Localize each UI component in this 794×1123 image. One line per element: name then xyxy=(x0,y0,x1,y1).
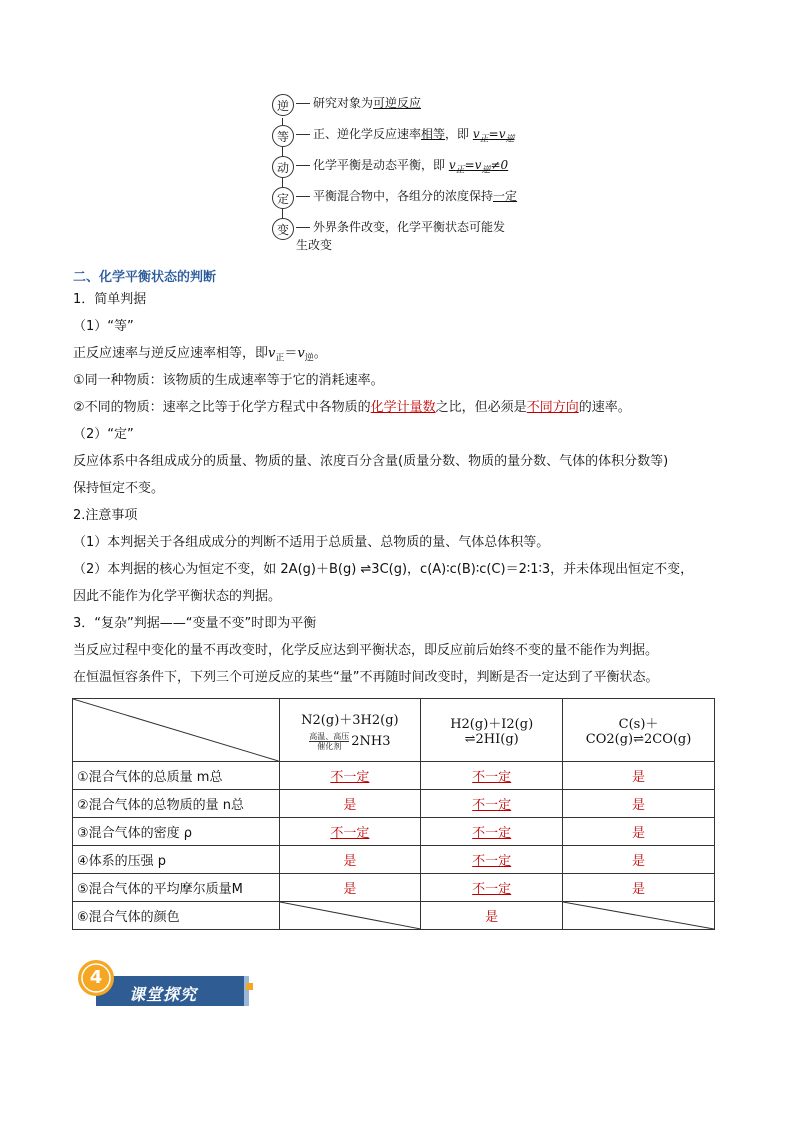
header-reaction-co: C(s)＋CO2(g)⇌2CO(g) xyxy=(563,699,715,762)
paragraph-fixed-1: 反应体系中各组成成分的质量、物质的量、浓度百分含量(质量分数、物质的量分数、气体的体积分数等) xyxy=(73,454,669,469)
paragraph-complex-2: 在恒温恒容条件下，下列三个可逆反应的某些“量”不再随时间改变时，判断是否一定达到了平衡状态。 xyxy=(73,670,659,685)
note-2a: （2）本判据的核心为恒定不变，如 2A(g)＋B(g) ⇌3C(g)，c(A)∶c(B)∶c(C)＝2∶1∶3，并未体现出恒定不变， xyxy=(73,562,694,577)
row-label: ②混合气体的总物质的量 n总 xyxy=(73,790,280,818)
char-row-equal xyxy=(272,125,526,151)
char-circle: 等 xyxy=(272,125,294,147)
sub-heading-fixed: （2）“定” xyxy=(73,427,134,442)
table-cell-crossed xyxy=(563,902,715,930)
paragraph-rates-equal: 正反应速率与逆反应速率相等，即$v_正=v_逆$。 xyxy=(73,346,327,364)
formula-v-equal: $v_正=v_逆$ xyxy=(472,127,515,145)
row-label: ③混合气体的密度 ρ xyxy=(73,818,280,846)
table-cell: 是 xyxy=(563,874,715,902)
char-text: 研究对象为可逆反应 xyxy=(313,96,422,110)
diagonal-header-cell xyxy=(73,699,280,762)
paragraph-fixed-2: 保持恒定不变。 xyxy=(73,481,165,496)
table-row xyxy=(73,818,715,846)
heading-simple-criteria: 1．简单判据 xyxy=(73,292,147,307)
row-label: ④体系的压强 p xyxy=(73,846,280,874)
header-reaction-ammonia: N2(g)＋3H2(g) 高温、高压 催化剂 2NH3 xyxy=(279,699,421,762)
table-row xyxy=(73,846,715,874)
table-cell: 不一定 xyxy=(279,762,421,790)
char-row-fixed xyxy=(272,187,526,213)
row-label: ⑥混合气体的颜色 xyxy=(73,902,280,930)
table-cell: 是 xyxy=(563,790,715,818)
section-badge-classroom-inquiry xyxy=(74,958,254,1012)
table-cell-crossed xyxy=(279,902,421,930)
table-cell: 是 xyxy=(563,846,715,874)
char-circle: 变 xyxy=(272,218,294,240)
char-text: 正、逆化学反应速率相等，即 xyxy=(313,127,473,141)
table-cell: 不一定 xyxy=(279,818,421,846)
item-same-substance: ①同一种物质：该物质的生成速率等于它的消耗速率。 xyxy=(73,373,384,388)
table-cell: 不一定 xyxy=(421,874,563,902)
badge-number: 4 xyxy=(89,967,103,988)
badge-label: 课堂探究 xyxy=(129,985,198,1004)
char-circle: 定 xyxy=(272,187,294,209)
char-text: 化学平衡是动态平衡，即 xyxy=(313,158,449,172)
row-label: ⑤混合气体的平均摩尔质量M xyxy=(73,874,280,902)
note-1: （1）本判据关于各组成成分的判断不适用于总质量、总物质的量、气体总体积等。 xyxy=(73,535,550,550)
heading-notes: 2.注意事项 xyxy=(73,508,138,523)
heading-complex-criteria: 3．“复杂”判据——“变量不变”时即为平衡 xyxy=(73,616,317,631)
section-title: 二、化学平衡状态的判断 xyxy=(73,270,217,285)
equilibrium-judgement-table xyxy=(72,698,715,930)
table-row xyxy=(73,790,715,818)
table-cell: 不一定 xyxy=(421,762,563,790)
table-row xyxy=(73,874,715,902)
row-label: ①混合气体的总质量 m总 xyxy=(73,762,280,790)
char-circle: 动 xyxy=(272,156,294,178)
table-cell: 不一定 xyxy=(421,846,563,874)
table-cell: 是 xyxy=(563,818,715,846)
table-cell: 是 xyxy=(279,790,421,818)
char-row-reversible xyxy=(272,94,526,120)
table-header-row xyxy=(73,699,715,762)
table-cell: 是 xyxy=(563,762,715,790)
char-text: 外界条件改变，化学平衡状态可能发生改变 xyxy=(296,220,506,252)
table-cell: 不一定 xyxy=(421,790,563,818)
table-cell: 是 xyxy=(279,846,421,874)
table-row xyxy=(73,762,715,790)
char-circle: 逆 xyxy=(272,94,294,116)
note-2b: 因此不能作为化学平衡状态的判据。 xyxy=(73,589,282,604)
paragraph-complex-1: 当反应过程中变化的量不再改变时，化学反应达到平衡状态，即反应前后始终不变的量不能作为判据。 xyxy=(73,643,659,658)
header-reaction-hi: H2(g)＋I2(g) ⇌2HI(g) xyxy=(421,699,563,762)
item-different-substance: ②不同的物质：速率之比等于化学方程式中各物质的化学计量数之比，但必须是不同方向的速率。 xyxy=(73,400,631,415)
char-row-dynamic xyxy=(272,156,526,182)
table-cell: 是 xyxy=(421,902,563,930)
table-row xyxy=(73,902,715,930)
table-cell: 是 xyxy=(279,874,421,902)
table-cell: 不一定 xyxy=(421,818,563,846)
formula-v-nonzero: $v_正=v_逆\ne 0$ xyxy=(448,158,509,176)
sub-heading-equal: （1）“等” xyxy=(73,319,134,334)
char-row-change xyxy=(272,218,511,254)
char-text: 平衡混合物中，各组分的浓度保持一定 xyxy=(313,189,518,203)
